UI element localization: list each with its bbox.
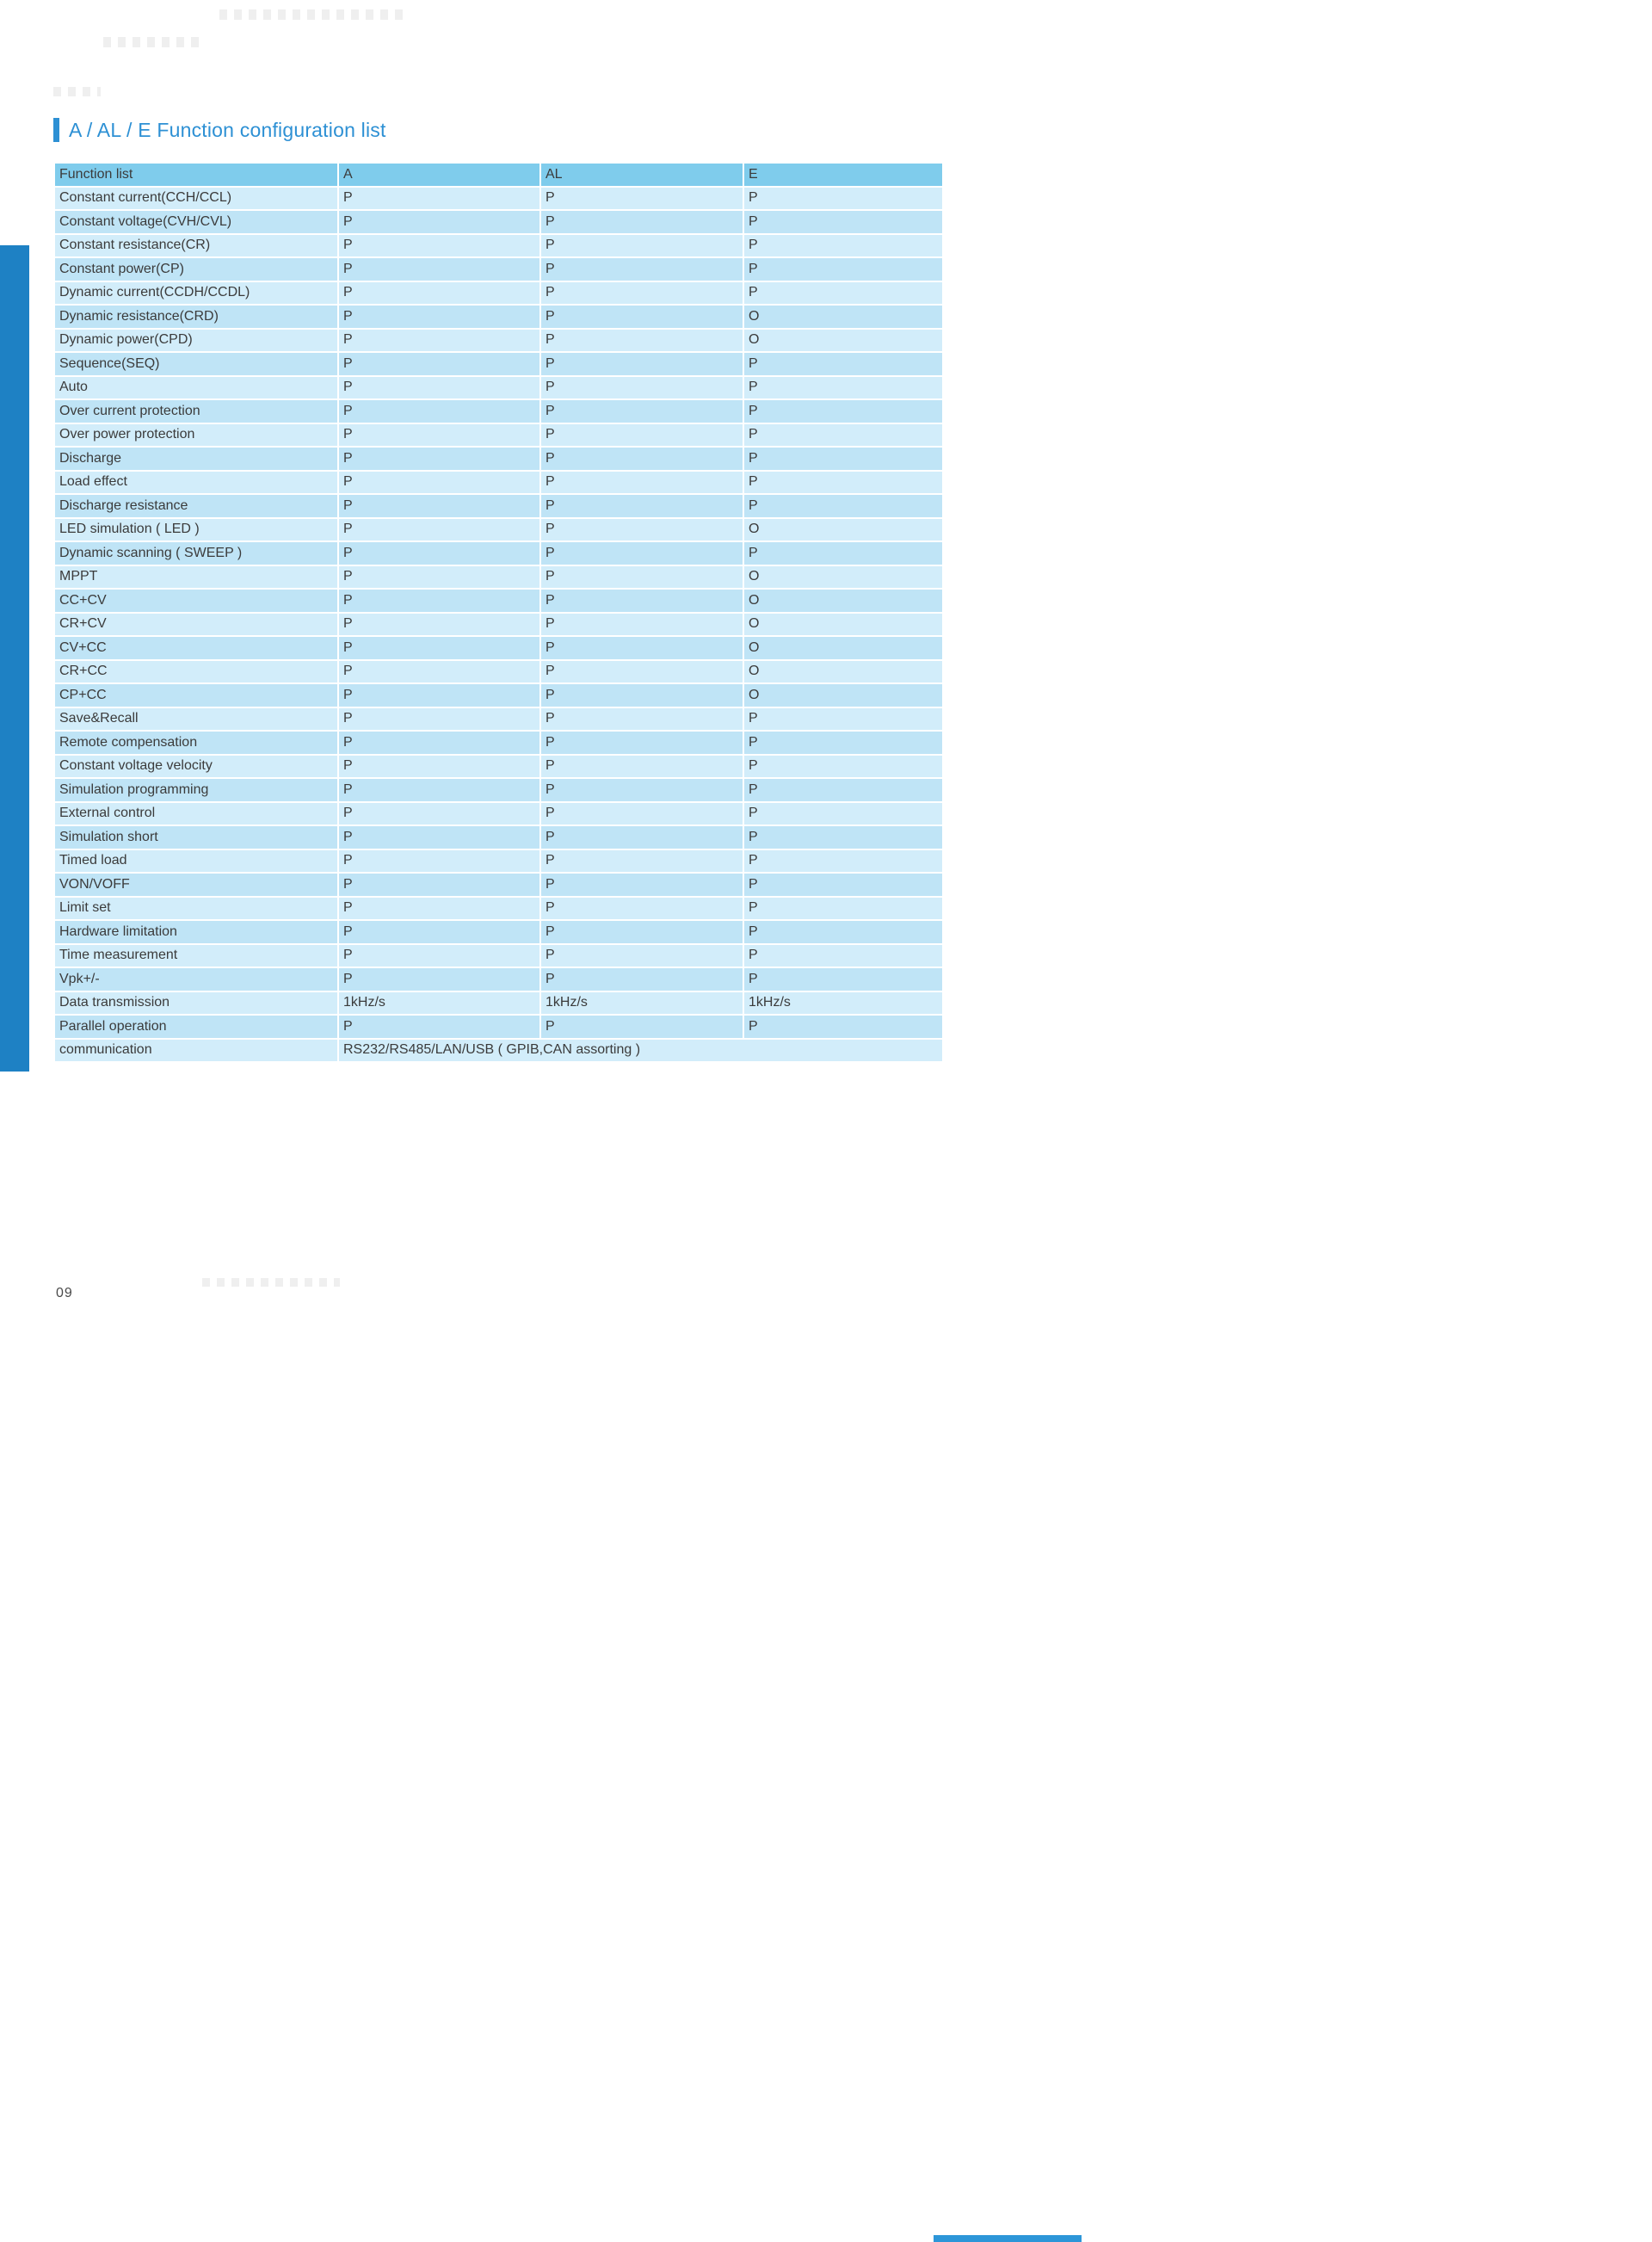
value-cell-e: P — [744, 756, 942, 778]
value-cell-e: P — [744, 258, 942, 281]
value-cell-a: P — [339, 945, 539, 967]
table-row — [55, 258, 942, 281]
faint-watermark — [219, 9, 404, 20]
value-cell-e: O — [744, 684, 942, 707]
table-row — [55, 614, 942, 636]
function-name-cell: Constant power(CP) — [55, 258, 337, 281]
value-cell-e: O — [744, 566, 942, 589]
table-row — [55, 874, 942, 896]
value-cell-al: P — [541, 756, 743, 778]
value-cell-e: P — [744, 495, 942, 517]
value-cell-a: P — [339, 424, 539, 447]
value-cell-al: 1kHz/s — [541, 992, 743, 1015]
value-cell-a: P — [339, 495, 539, 517]
function-name-cell: Discharge — [55, 448, 337, 470]
table-row — [55, 637, 942, 659]
value-cell-a: P — [339, 803, 539, 825]
value-cell-e: P — [744, 542, 942, 565]
table-row — [55, 921, 942, 943]
function-name-cell: Hardware limitation — [55, 921, 337, 943]
value-cell-al: P — [541, 779, 743, 801]
table-row — [55, 566, 942, 589]
function-name-cell: LED simulation ( LED ) — [55, 519, 337, 541]
value-cell-al: P — [541, 235, 743, 257]
value-cell-e: P — [744, 472, 942, 494]
table-header-row — [55, 164, 942, 186]
value-cell-e: O — [744, 306, 942, 328]
function-name-cell: MPPT — [55, 566, 337, 589]
table-row — [55, 992, 942, 1015]
function-name-cell: Dynamic current(CCDH/CCDL) — [55, 282, 337, 305]
value-cell-e: O — [744, 330, 942, 352]
value-cell-e: P — [744, 874, 942, 896]
value-cell-e: P — [744, 400, 942, 423]
value-cell-a: P — [339, 898, 539, 920]
value-cell-al: P — [541, 306, 743, 328]
header-column-al: AL — [541, 164, 743, 186]
table-row — [55, 306, 942, 328]
function-name-cell: VON/VOFF — [55, 874, 337, 896]
value-cell-a: P — [339, 542, 539, 565]
function-table-body — [55, 188, 942, 1062]
value-cell-al: P — [541, 282, 743, 305]
value-cell-a: P — [339, 968, 539, 991]
value-cell-al: P — [541, 258, 743, 281]
table-row — [55, 472, 942, 494]
table-row — [55, 542, 942, 565]
page-number: 09 — [56, 1286, 73, 1300]
faint-watermark — [103, 37, 200, 47]
function-name-cell: Over current protection — [55, 400, 337, 423]
function-name-cell: Discharge resistance — [55, 495, 337, 517]
function-name-cell: Constant current(CCH/CCL) — [55, 188, 337, 210]
function-name-cell: Load effect — [55, 472, 337, 494]
value-cell-e: P — [744, 424, 942, 447]
function-name-cell: Simulation short — [55, 826, 337, 849]
value-cell-al: P — [541, 1016, 743, 1038]
function-name-cell: Sequence(SEQ) — [55, 353, 337, 375]
value-cell-a: P — [339, 732, 539, 754]
value-cell-e: P — [744, 235, 942, 257]
value-cell-e: 1kHz/s — [744, 992, 942, 1015]
value-cell-a: P — [339, 826, 539, 849]
page-title: A / AL / E Function configuration list — [69, 118, 386, 141]
value-cell-e: O — [744, 661, 942, 683]
table-row — [55, 448, 942, 470]
value-cell-a: P — [339, 1016, 539, 1038]
value-cell-e: P — [744, 353, 942, 375]
value-cell-al: P — [541, 732, 743, 754]
function-name-cell: Vpk+/- — [55, 968, 337, 991]
value-cell-e: P — [744, 921, 942, 943]
value-cell-al: P — [541, 661, 743, 683]
value-cell-al: P — [541, 353, 743, 375]
value-cell-e: P — [744, 779, 942, 801]
function-name-cell: Constant resistance(CR) — [55, 235, 337, 257]
function-name-cell: Constant voltage(CVH/CVL) — [55, 211, 337, 233]
value-cell-e: P — [744, 448, 942, 470]
value-cell-a: P — [339, 756, 539, 778]
value-cell-a: P — [339, 614, 539, 636]
function-name-cell: CV+CC — [55, 637, 337, 659]
value-cell-a: P — [339, 377, 539, 399]
table-row — [55, 519, 942, 541]
value-cell-al: P — [541, 803, 743, 825]
header-column-e: E — [744, 164, 942, 186]
table-row — [55, 330, 942, 352]
table-row — [55, 377, 942, 399]
function-name-cell: CP+CC — [55, 684, 337, 707]
table-row — [55, 400, 942, 423]
value-cell-a: P — [339, 590, 539, 612]
value-cell-a: 1kHz/s — [339, 992, 539, 1015]
header-column-a: A — [339, 164, 539, 186]
table-row — [55, 424, 942, 447]
function-name-cell: Remote compensation — [55, 732, 337, 754]
value-cell-al: P — [541, 188, 743, 210]
value-cell-a: P — [339, 448, 539, 470]
header-function-list: Function list — [55, 164, 337, 186]
function-name-cell: Dynamic power(CPD) — [55, 330, 337, 352]
function-name-cell: Parallel operation — [55, 1016, 337, 1038]
value-cell-al: P — [541, 542, 743, 565]
table-row — [55, 188, 942, 210]
value-cell-a: P — [339, 235, 539, 257]
table-row — [55, 850, 942, 873]
value-cell-al: P — [541, 921, 743, 943]
value-cell-e: P — [744, 732, 942, 754]
table-row-communication — [55, 1040, 942, 1062]
faint-watermark — [202, 1278, 340, 1287]
left-accent-strip — [0, 245, 29, 1072]
value-cell-a: P — [339, 921, 539, 943]
function-name-cell: Over power protection — [55, 424, 337, 447]
value-cell-e: P — [744, 803, 942, 825]
function-name-cell: External control — [55, 803, 337, 825]
function-name-cell: Dynamic scanning ( SWEEP ) — [55, 542, 337, 565]
value-cell-al: P — [541, 874, 743, 896]
table-row — [55, 282, 942, 305]
value-cell-e: O — [744, 637, 942, 659]
table-row — [55, 590, 942, 612]
function-name-cell: Constant voltage velocity — [55, 756, 337, 778]
function-name-cell: Dynamic resistance(CRD) — [55, 306, 337, 328]
value-cell-al: P — [541, 850, 743, 873]
table-row — [55, 353, 942, 375]
value-cell-e: O — [744, 614, 942, 636]
value-cell-al: P — [541, 945, 743, 967]
value-cell-a: P — [339, 708, 539, 731]
function-configuration-table — [53, 162, 944, 1063]
value-cell-al: P — [541, 708, 743, 731]
table-row — [55, 968, 942, 991]
value-cell-e: P — [744, 945, 942, 967]
value-cell-a: P — [339, 684, 539, 707]
communication-value-cell: RS232/RS485/LAN/USB ( GPIB,CAN assorting ) — [339, 1040, 942, 1062]
section-title-row — [53, 116, 386, 144]
value-cell-a: P — [339, 258, 539, 281]
value-cell-e: P — [744, 377, 942, 399]
value-cell-a: P — [339, 188, 539, 210]
function-name-cell: Timed load — [55, 850, 337, 873]
value-cell-e: P — [744, 708, 942, 731]
value-cell-e: P — [744, 968, 942, 991]
value-cell-a: P — [339, 472, 539, 494]
value-cell-e: P — [744, 282, 942, 305]
table-row — [55, 661, 942, 683]
faint-watermark — [53, 87, 101, 96]
value-cell-al: P — [541, 377, 743, 399]
value-cell-al: P — [541, 637, 743, 659]
value-cell-e: P — [744, 1016, 942, 1038]
value-cell-e: P — [744, 188, 942, 210]
value-cell-al: P — [541, 495, 743, 517]
value-cell-e: O — [744, 590, 942, 612]
value-cell-al: P — [541, 448, 743, 470]
value-cell-al: P — [541, 330, 743, 352]
value-cell-a: P — [339, 874, 539, 896]
function-name-cell: Save&Recall — [55, 708, 337, 731]
table-row — [55, 803, 942, 825]
table-row — [55, 684, 942, 707]
value-cell-a: P — [339, 566, 539, 589]
value-cell-a: P — [339, 306, 539, 328]
function-name-cell: Data transmission — [55, 992, 337, 1015]
value-cell-al: P — [541, 519, 743, 541]
value-cell-a: P — [339, 637, 539, 659]
value-cell-e: O — [744, 519, 942, 541]
function-name-cell: Auto — [55, 377, 337, 399]
bottom-right-bar — [934, 2235, 1082, 2242]
function-name-cell: CR+CV — [55, 614, 337, 636]
function-name-cell: CC+CV — [55, 590, 337, 612]
title-accent-bar — [53, 118, 59, 142]
table-row — [55, 732, 942, 754]
value-cell-al: P — [541, 424, 743, 447]
table-row — [55, 235, 942, 257]
value-cell-al: P — [541, 898, 743, 920]
function-name-cell: CR+CC — [55, 661, 337, 683]
value-cell-al: P — [541, 211, 743, 233]
table-row — [55, 211, 942, 233]
value-cell-a: P — [339, 779, 539, 801]
table-row — [55, 945, 942, 967]
table-row — [55, 708, 942, 731]
table-row — [55, 826, 942, 849]
value-cell-a: P — [339, 661, 539, 683]
function-name-cell: Simulation programming — [55, 779, 337, 801]
table-row — [55, 1016, 942, 1038]
value-cell-e: P — [744, 826, 942, 849]
value-cell-a: P — [339, 400, 539, 423]
value-cell-al: P — [541, 400, 743, 423]
value-cell-al: P — [541, 684, 743, 707]
value-cell-e: P — [744, 211, 942, 233]
value-cell-al: P — [541, 566, 743, 589]
value-cell-a: P — [339, 211, 539, 233]
value-cell-e: P — [744, 850, 942, 873]
value-cell-al: P — [541, 826, 743, 849]
value-cell-al: P — [541, 968, 743, 991]
function-name-cell: communication — [55, 1040, 337, 1062]
function-name-cell: Time measurement — [55, 945, 337, 967]
value-cell-a: P — [339, 282, 539, 305]
value-cell-al: P — [541, 472, 743, 494]
value-cell-a: P — [339, 353, 539, 375]
value-cell-al: P — [541, 614, 743, 636]
table-row — [55, 898, 942, 920]
value-cell-e: P — [744, 898, 942, 920]
table-row — [55, 756, 942, 778]
value-cell-al: P — [541, 590, 743, 612]
table-row — [55, 779, 942, 801]
value-cell-a: P — [339, 519, 539, 541]
function-name-cell: Limit set — [55, 898, 337, 920]
value-cell-a: P — [339, 850, 539, 873]
value-cell-a: P — [339, 330, 539, 352]
table-row — [55, 495, 942, 517]
